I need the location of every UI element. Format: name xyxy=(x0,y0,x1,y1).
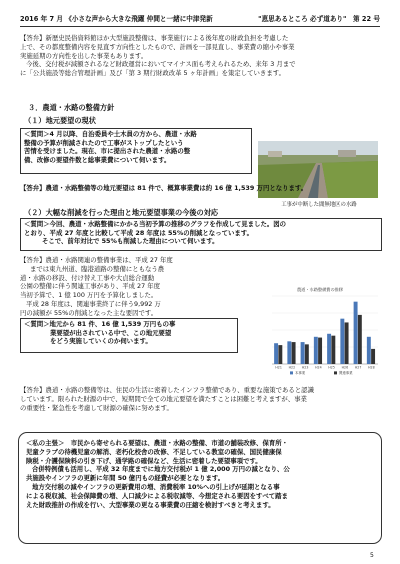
question-box-2 xyxy=(20,218,382,251)
bar-related-H28 xyxy=(371,349,375,364)
bar-related-H27 xyxy=(358,315,362,364)
x-tick-label: H26 xyxy=(341,365,349,370)
opinion-line: 険税・介護保険料の引き下げ、通学路の確保など、生活に密着した要望事項です。 xyxy=(26,456,262,465)
question-line: 業要望が出されている中で、この地元要望 xyxy=(50,328,172,337)
opinion-line: 合併特例債も活用し、平成 32 年度までに地方交付税が 1 億 2,000 万円の減となり、公 xyxy=(32,465,290,474)
opinion-line: 地方交付税の減やインフラの更新費用の増、消費税率 10%への引上げが延期となる事 xyxy=(32,482,280,491)
question-line: をどう実施していくのか伺います。 xyxy=(50,337,152,346)
bar-related-H22 xyxy=(292,342,296,364)
bar-related-H25 xyxy=(331,336,335,364)
question-line: ＜質問＞今回、農道・水路整備にかかる当初予算の推移のグラフを作成して見ました。図の xyxy=(24,220,287,228)
x-tick-label: H24 xyxy=(315,365,322,370)
intro-line: 実施延期の方向性を出した事業もあります。 xyxy=(20,51,148,60)
subsection-title-1: （１）地元要望の現状 xyxy=(24,116,96,125)
answer-line: の重要性・緊急性を考慮して財源の確保に努めます。 xyxy=(20,403,173,412)
bar-related-H24 xyxy=(318,338,322,364)
opinion-line: による税収減、社会保障費の増、人口減少による税収減等、今想定される要因をすべて踏ま xyxy=(26,491,288,500)
question-line: とおり、平成 27 年度と比較して平成 28 年度は 55%の削減となっています。 xyxy=(24,228,254,237)
question-line: 整備の予算が削減されたので工事がストップしたという xyxy=(24,138,184,147)
intro-line: 【答弁】新歴史民俗資料館ほか大型施設整備は、事業施行による後年度の財政負担を考慮した xyxy=(20,34,289,42)
bar-main-H23 xyxy=(301,342,305,364)
opinion-heading: ＜私の主張＞ xyxy=(26,439,65,447)
bar-related-H23 xyxy=(305,344,309,364)
answer-2 xyxy=(20,256,256,318)
question-line: 苦情を受けました。現在、市に提出された農道・水路の整 xyxy=(24,147,191,156)
bar-main-H21 xyxy=(274,343,278,364)
answer-line: 公園の整備に伴う関連工事があり、平成 27 年度 xyxy=(20,282,161,291)
chart-title: 農道・水路整備費の推移 xyxy=(296,287,344,292)
answer-line: しています。限られた財源の中で、短期間で全ての地元要望を満たすことは困難と考えますが、事業 xyxy=(20,394,307,403)
bar-main-H26 xyxy=(340,319,344,364)
x-tick-label: H25 xyxy=(328,365,335,370)
bar-main-H25 xyxy=(327,334,331,364)
opinion-line: 市民から寄せられる要望は、農道・水路の整備、市道の舗装改修、保育所・ xyxy=(70,439,289,447)
answer-line: 道・水路の移設、付け替え工事や大貞総合運動 xyxy=(20,273,155,282)
answer-line: 平成 28 年度は、関連事業終了に伴う9,992 万 xyxy=(26,299,161,308)
question-line: そこで、前年対比で 55%も削減した理由について伺います。 xyxy=(42,237,219,246)
budget-bar-chart xyxy=(258,284,382,380)
question-box-3 xyxy=(20,318,238,353)
legend-swatch xyxy=(334,371,337,374)
question-line: ＜質問＞地元から 81 件、16 億 1,539 万円もの事 xyxy=(24,320,176,328)
answer-line: 円の減額が 55%の削減となった主な要因です。 xyxy=(20,308,158,317)
bar-main-H24 xyxy=(314,337,318,364)
bar-related-H21 xyxy=(278,345,282,364)
header-right: "恵思あるところ 必ず道あり" 第 22 号 xyxy=(258,15,380,23)
section-title: ３．農道・水路の整備方針 xyxy=(28,103,115,112)
answer-3 xyxy=(20,386,382,412)
x-tick-label: H21 xyxy=(275,365,282,370)
legend-label: 本事業 xyxy=(295,371,306,375)
opinion-text xyxy=(26,439,376,509)
answer-1: 【答弁】農道・水路整備等の地元要望は 81 件で、概算事業費は約 16 億 1,539 万円となります。 xyxy=(20,184,308,192)
subsection-title-2: （２）大幅な削減を行った理由と地元要望事業の今後の対応 xyxy=(24,208,219,217)
intro-line: 今後、交付税が減額されるなど財政運営においてマイナス面も考えられるため、来年 3 月まで xyxy=(26,60,296,69)
bar-main-H27 xyxy=(354,302,358,364)
photo-caption: 工事が中断した闇無地区の水路 xyxy=(281,202,357,208)
bar-related-H26 xyxy=(345,322,349,364)
header-left: 2016 年 7 月 《小さな声から大きな飛躍 仲間と一緒に中津発新 xyxy=(20,15,213,23)
answer-line: 当初予算で、1 億 100 万円を予算化しました。 xyxy=(20,291,158,300)
x-tick-label: H23 xyxy=(301,365,309,370)
bar-main-H28 xyxy=(367,337,371,364)
legend-label: 関連事業 xyxy=(339,371,353,375)
intro-line: に「公共施設等総合管理計画」及び「第 3 期行財政改革 5 ヶ年計画」を策定していきます。 xyxy=(20,69,285,78)
page-number: 5 xyxy=(370,552,374,559)
opinion-line: 共施設やインフラの更新に年間 50 億円もの経費が必要となります。 xyxy=(26,474,225,483)
header-divider xyxy=(20,26,380,27)
answer-line: 【答弁】農道・水路関連の整備事業は、平成 27 年度 xyxy=(20,256,173,264)
bar-main-H22 xyxy=(287,341,291,364)
legend-swatch xyxy=(290,371,293,374)
x-tick-label: H28 xyxy=(368,365,375,370)
page-header xyxy=(20,13,380,25)
intro-paragraph xyxy=(20,34,382,78)
opinion-box xyxy=(18,432,382,544)
question-line: ＜質問＞4 月以降、自治委員や土木員の方から、農道・水路 xyxy=(24,130,197,138)
x-tick-label: H22 xyxy=(288,365,296,370)
intro-line: 上で、その都度整備内容を見直す方向性としたもので、計画を一部見直し、事業費の縮小や事業 xyxy=(20,42,295,51)
question-box-1 xyxy=(20,128,252,174)
answer-line: 【答弁】農道・水路の整備等は、住民の生活に密着したインフラ整備であり、重要な施策であると認識 xyxy=(20,386,314,394)
opinion-line: 児童クラブの待機児童の解消、老朽化校舎の改修、不足している教室の確保、国民健康保 xyxy=(26,447,282,456)
answer-line: までは東九州道、臨港道路の整備にともなう農 xyxy=(30,264,165,273)
question-line: 備、改修の要望件数と総事業費について伺います。 xyxy=(24,155,171,164)
x-tick-label: H27 xyxy=(354,365,362,370)
opinion-line: えた財政推計の作成を行い、大型事業の更なる事業費の圧縮を検討すべきと考えます。 xyxy=(26,500,275,509)
